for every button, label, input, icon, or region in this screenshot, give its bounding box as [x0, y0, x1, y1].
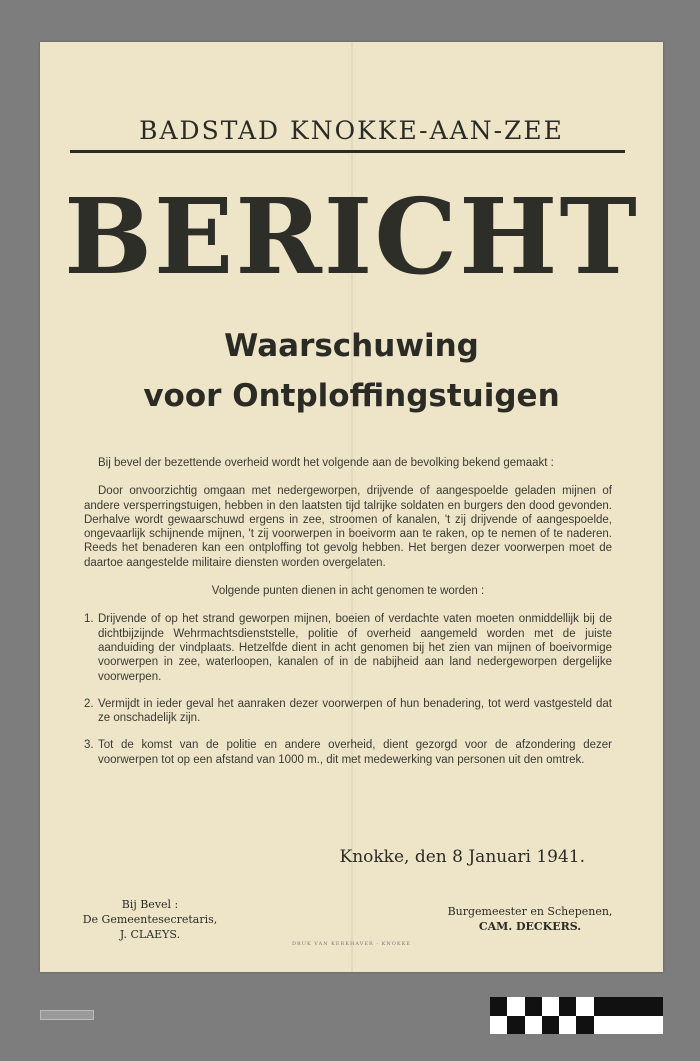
warning-paragraph: Door onvoorzichtig omgaan met nedergeworpen, drijvende of aangespoelde geladen mijnen of andere versperringstuigen, hebben in den laatsten tijd talrijke soldaten en burgers den dood gevonden. Derhalve wordt gewaarschuwd ergens in zee, stroomen of kanalen, 't zij drijvende of aangespoelde, ongevaarlijk schijnende mijnen, 't zij voorwerpen in boeivorm aan te raken, op te nemen of te naderen. Reeds het benaderen kan een ontploffing tot gevolg hebben. Het bergen dezer voorwerpen moet de daartoe aangestelde militaire diensten worden overgelaten. — [84, 485, 612, 569]
archive-label — [40, 1010, 94, 1020]
point-text: Tot de komst van de politie en andere overheid, dient gezorgd voor de afzondering dezer voorwerpen tot op een afstand van 1000 m., dit met medewerking van personen uit den omtrek. — [98, 739, 612, 766]
point-item — [84, 612, 612, 683]
signature-left-name: J. CLAEYS. — [119, 928, 181, 941]
poster-body — [84, 456, 612, 780]
date-line: Knokke, den 8 Januari 1941. — [339, 847, 585, 867]
color-scale-bar — [490, 997, 663, 1034]
subtitle-line-2: voor Ontploffingstuigen — [143, 378, 560, 414]
signature-right — [440, 904, 620, 934]
poster-header: BADSTAD KNOKKE-AAN-ZEE — [139, 116, 564, 145]
point-number: 3. — [84, 739, 94, 752]
point-number: 2. — [84, 697, 94, 710]
signature-left-line: De Gemeentesecretaris, — [82, 913, 218, 926]
points-heading: Volgende punten dienen in acht genomen te worden : — [211, 585, 485, 598]
printer-imprint: DRUK VAN KERKHAVER - KNOKKE — [292, 941, 411, 947]
signature-left — [80, 897, 220, 942]
header-rule — [70, 150, 625, 153]
point-text: Vermijdt in ieder geval het aanraken dezer voorwerpen of hun benadering, tot werd vastgesteld dat ze onschadelijk zijn. — [98, 697, 612, 725]
point-text: Drijvende of op het strand geworpen mijnen, boeien of verdachte vaten moeten onmiddellijk bij de dichtbijzijnde Wehrmachtsdienststelle, politie of overheid aangemeld worden met de juiste aanduiding der vindplaats. Hetzelfde dient in acht genomen bij het zien van mijnen of boeivormige voorwerpen in zee, waterloopen, kanalen of in de nabijheid aan land nedergeworpen dergelijke voorwerpen. — [98, 613, 612, 683]
signature-right-line: Burgemeester en Schepenen, — [447, 905, 613, 918]
poster — [40, 42, 663, 972]
signature-left-line: Bij Bevel : — [121, 898, 179, 911]
point-number: 1. — [84, 613, 94, 626]
subtitle-line-1: Waarschuwing — [224, 328, 479, 364]
point-item — [84, 697, 612, 726]
intro-text: Bij bevel der bezettende overheid wordt het volgende aan de bevolking bekend gemaakt : — [98, 457, 554, 469]
point-item — [84, 738, 612, 767]
poster-title: BERICHT — [64, 175, 639, 298]
signature-right-name: CAM. DECKERS. — [478, 920, 582, 933]
